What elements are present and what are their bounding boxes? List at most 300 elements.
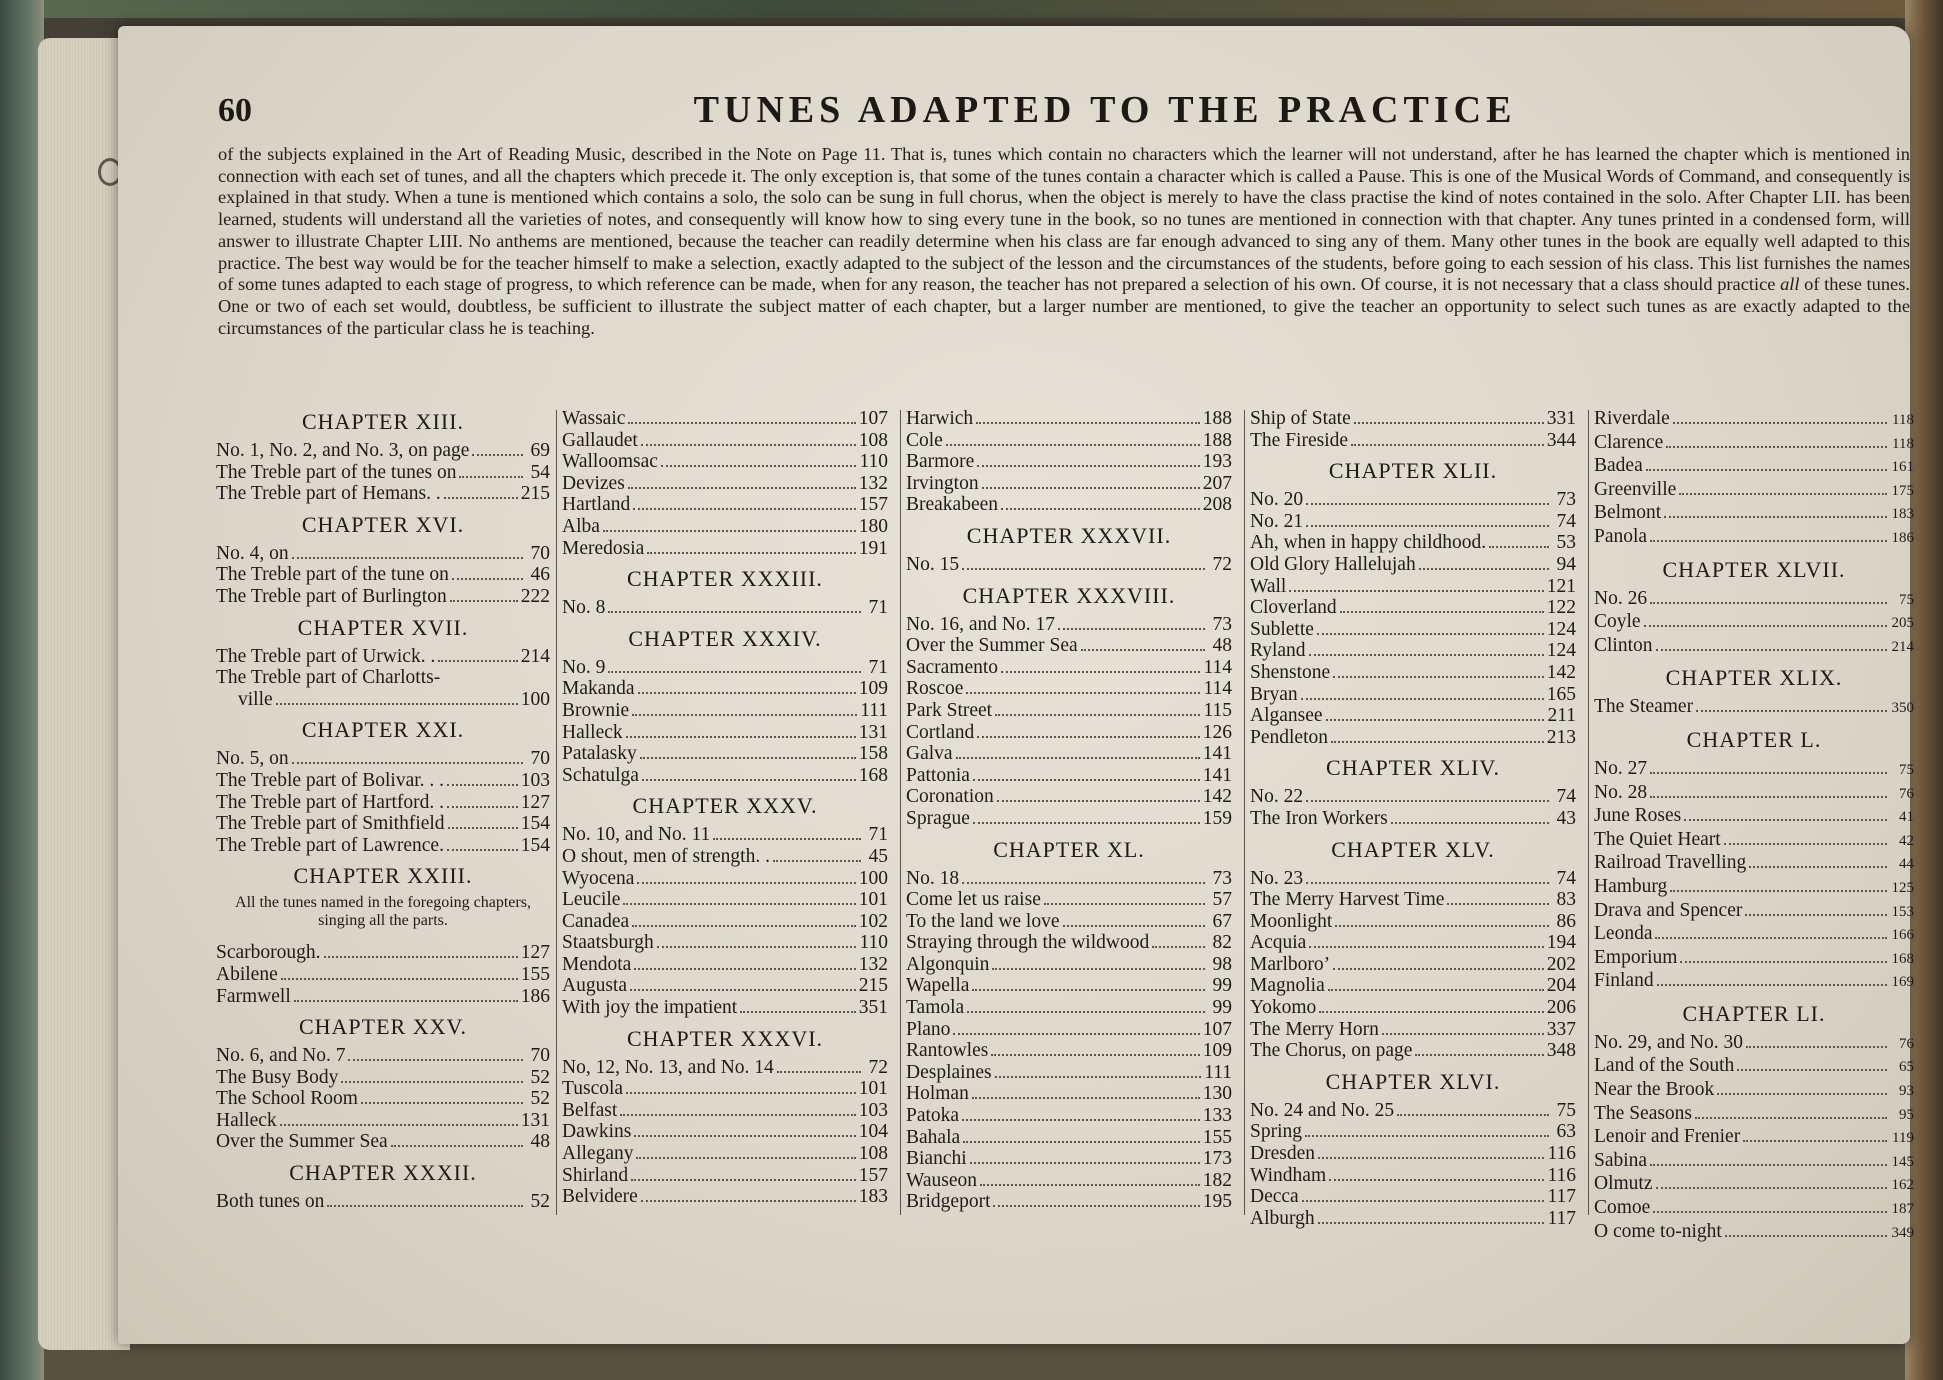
tune-name: Tamola — [906, 997, 965, 1019]
tune-name: The Treble part of Burlington — [216, 585, 447, 607]
tune-name: Spring — [1250, 1121, 1303, 1143]
tune-name: Ship of State — [1250, 408, 1351, 429]
intro-text-after: of these tunes. One or two of each set would, doubtless, be sufficient to illustrate the subject matter of each chapter, but a larger number are mentioned, to give the teacher an opportunity to select such tunes as are exactly adapted to the circumstances of the particular class he is teaching. — [218, 274, 1910, 338]
tune-name: ville — [238, 688, 273, 710]
dot-leader — [1333, 968, 1544, 970]
tune-entry — [906, 1105, 1232, 1127]
tune-entry — [906, 1127, 1232, 1149]
page-ref: 74 — [1556, 510, 1576, 532]
page-ref: 127 — [520, 942, 550, 964]
tune-entry — [562, 1186, 888, 1208]
tune-entry — [1594, 1221, 1914, 1245]
page-ref: 133 — [1202, 1105, 1232, 1127]
dot-leader — [1331, 741, 1544, 743]
page-ref: 350 — [1891, 700, 1914, 717]
dot-leader — [1725, 1235, 1887, 1237]
tune-entry — [216, 1110, 550, 1132]
dot-leader — [995, 1076, 1202, 1078]
page-ref: 186 — [1891, 529, 1914, 546]
tune-entry — [562, 473, 888, 495]
dot-leader — [1489, 546, 1549, 548]
dot-leader — [281, 978, 518, 980]
dot-leader — [1415, 1054, 1543, 1056]
tune-name: Over the Summer Sea — [216, 1131, 388, 1153]
tune-name: To the land we love — [906, 910, 1060, 932]
dot-leader — [1306, 800, 1549, 802]
tune-name: Hartland — [562, 494, 631, 516]
tune-entry — [906, 494, 1232, 516]
dot-leader — [1696, 710, 1887, 712]
page-ref: 73 — [1212, 867, 1232, 889]
tune-column-5 — [1594, 408, 1914, 1244]
dot-leader — [361, 1102, 523, 1104]
tune-name: Halleck — [216, 1109, 277, 1131]
page-ref: 154 — [520, 813, 550, 835]
tune-entry — [906, 408, 1232, 430]
tune-entry — [1594, 526, 1914, 550]
tune-name: Alba — [562, 515, 600, 537]
dot-leader — [1326, 719, 1545, 721]
column-rule — [556, 410, 557, 1215]
tune-column-1 — [216, 408, 550, 1213]
dot-leader — [946, 444, 1200, 446]
tune-name: Gallaudet — [562, 429, 638, 451]
page-ref: 351 — [858, 997, 888, 1019]
tune-name: Drava and Spencer — [1594, 899, 1743, 921]
tune-entry — [906, 1170, 1232, 1192]
page-ref: 130 — [1202, 1083, 1232, 1105]
dot-leader — [1743, 1140, 1887, 1142]
tune-name: The Seasons — [1594, 1102, 1693, 1124]
tune-entry — [1250, 1186, 1576, 1208]
tune-name: Walloomsac — [562, 451, 658, 473]
dot-leader — [472, 454, 523, 456]
page-ref: 127 — [520, 791, 550, 813]
tune-entry — [906, 554, 1232, 576]
tune-entry — [1250, 597, 1576, 619]
tune-entry — [1594, 588, 1914, 612]
page-ref: 131 — [520, 1109, 550, 1131]
page-ref: 72 — [1212, 553, 1232, 575]
dot-leader — [1664, 516, 1887, 518]
tune-name: The Merry Harvest Time — [1250, 889, 1445, 911]
dot-leader — [1309, 946, 1543, 948]
tune-entry — [216, 1191, 550, 1213]
tune-entry — [562, 538, 888, 560]
page-ref: 100 — [520, 688, 550, 710]
tune-entry — [1594, 1032, 1914, 1056]
page-ref: 114 — [1203, 656, 1232, 678]
page-ref: 158 — [858, 743, 888, 765]
tune-entry — [906, 700, 1232, 722]
dot-leader — [980, 1184, 1200, 1186]
dot-leader — [1001, 671, 1200, 673]
dot-leader — [1650, 540, 1887, 542]
tune-name: The Iron Workers — [1250, 807, 1388, 829]
tune-name: Augusta — [562, 975, 627, 997]
page-ref: 53 — [1556, 532, 1576, 554]
page-ref: 45 — [868, 845, 888, 867]
tune-name: Sacramento — [906, 656, 999, 678]
page-ref: 204 — [1546, 975, 1576, 997]
tune-name: Dawkins — [562, 1121, 632, 1143]
tune-entry — [1594, 635, 1914, 659]
tune-entry — [906, 889, 1232, 911]
dot-leader — [447, 849, 518, 851]
dot-leader — [630, 989, 856, 991]
tune-entry — [1594, 782, 1914, 806]
chapter-heading: CHAPTER XLIV. — [1326, 755, 1500, 781]
dot-leader — [1653, 1211, 1887, 1213]
tune-name: Hamburg — [1594, 875, 1668, 897]
tune-entry — [1250, 1100, 1576, 1122]
chapter-heading: CHAPTER XXXIV. — [628, 625, 822, 651]
tune-name: Canadea — [562, 910, 630, 932]
chapter-heading: CHAPTER XVI. — [301, 511, 465, 537]
page-ref: 119 — [1892, 1130, 1914, 1147]
tune-name: Schatulga — [562, 764, 639, 786]
page-ref: 180 — [858, 515, 888, 537]
tune-entry — [1594, 900, 1914, 924]
chapter-heading: CHAPTER XL. — [993, 836, 1145, 862]
tune-name: Belmont — [1594, 502, 1662, 524]
tune-name: Come let us raise — [906, 889, 1041, 911]
page-ref: 132 — [858, 472, 888, 494]
tune-name: The Treble part of Lawrence. — [216, 834, 444, 856]
page-ref: 213 — [1546, 726, 1576, 748]
tune-name: Coyle — [1594, 611, 1641, 633]
chapter-heading: CHAPTER XXI. — [301, 717, 465, 743]
tune-name: The School Room — [216, 1088, 358, 1110]
dot-leader — [276, 703, 518, 705]
page-ref: 71 — [868, 656, 888, 678]
dot-leader — [348, 1059, 523, 1061]
page-ref: 125 — [1891, 879, 1914, 896]
dot-leader — [1670, 890, 1887, 892]
dot-leader — [995, 714, 1200, 716]
dot-leader — [1447, 903, 1549, 905]
page-ref: 52 — [530, 1066, 550, 1088]
tune-name: Moonlight — [1250, 910, 1333, 932]
page-ref: 107 — [858, 408, 888, 429]
tune-entry — [1250, 705, 1576, 727]
tune-name: The Quiet Heart — [1594, 828, 1721, 850]
page-ref: 101 — [858, 889, 888, 911]
tune-name: Desplaines — [906, 1061, 992, 1083]
page-ref: 82 — [1212, 932, 1232, 954]
tune-entry — [1250, 640, 1576, 662]
dot-leader — [1724, 843, 1887, 845]
page-ref: 44 — [1899, 856, 1914, 873]
tune-name: With joy the impatient — [562, 997, 738, 1019]
page-ref: 331 — [1546, 408, 1576, 429]
tune-name: Roscoe — [906, 678, 964, 700]
dot-leader — [633, 508, 856, 510]
tune-name: The Treble part of Bolivar. . . — [216, 769, 445, 791]
tune-name: No. 18 — [906, 867, 960, 889]
tune-name: Comoe — [1594, 1197, 1651, 1219]
tune-entry — [216, 748, 550, 770]
chapter-heading: CHAPTER XXXII. — [289, 1160, 477, 1186]
page-ref: 107 — [1202, 1018, 1232, 1040]
tune-name: Riverdale — [1594, 408, 1670, 429]
tune-entry — [1250, 408, 1576, 430]
page-ref: 122 — [1546, 597, 1576, 619]
tune-entry — [906, 1083, 1232, 1105]
page-ref: 75 — [1899, 761, 1914, 778]
dot-leader — [1657, 984, 1887, 986]
page-ref: 124 — [1546, 618, 1576, 640]
page-ref: 169 — [1891, 974, 1914, 991]
tune-name: No. 10, and No. 11 — [562, 824, 711, 846]
dot-leader — [963, 1141, 1200, 1143]
tune-name: Ah, when in happy childhood. — [1250, 532, 1487, 554]
dot-leader — [972, 989, 1205, 991]
tune-name: Galva — [906, 743, 953, 765]
tune-name: June Roses — [1594, 805, 1682, 827]
tune-entry — [906, 911, 1232, 933]
page-ref: 344 — [1546, 429, 1576, 451]
tune-name: Makanda — [562, 678, 635, 700]
page-ref: 155 — [520, 963, 550, 985]
tune-entry — [1250, 786, 1576, 808]
dot-leader — [448, 827, 518, 829]
page-ref: 124 — [1546, 640, 1576, 662]
page-ref: 215 — [858, 975, 888, 997]
tune-entry — [1250, 619, 1576, 641]
tune-entry — [216, 1088, 550, 1110]
tune-name: Finland — [1594, 970, 1654, 992]
tune-name: Belfast — [562, 1099, 618, 1121]
tune-entry — [562, 954, 888, 976]
page-ref: 109 — [1202, 1040, 1232, 1062]
tune-entry — [1594, 1055, 1914, 1079]
tune-entry — [216, 770, 550, 792]
tune-entry — [1250, 975, 1576, 997]
page-ref: 103 — [858, 1099, 888, 1121]
page-ref: 75 — [1899, 591, 1914, 608]
page-ref: 76 — [1899, 1035, 1914, 1052]
dot-leader — [280, 1124, 518, 1126]
page-ref: 63 — [1556, 1121, 1576, 1143]
tune-entry — [1250, 511, 1576, 533]
dot-leader — [1656, 649, 1887, 651]
tune-name: Marlboro’ — [1250, 953, 1331, 975]
page-ref: 141 — [1202, 743, 1232, 765]
dot-leader — [1306, 525, 1549, 527]
dot-leader — [641, 444, 856, 446]
tune-name: The Treble part of Hemans. . — [216, 483, 441, 505]
dot-leader — [292, 557, 523, 559]
tune-entry — [906, 954, 1232, 976]
tune-column-2 — [562, 408, 888, 1208]
tune-column-3 — [906, 408, 1232, 1213]
page-ref: 132 — [858, 953, 888, 975]
tune-name: The Fireside — [1250, 429, 1349, 451]
page-ref: 168 — [858, 764, 888, 786]
tune-name: Wapella — [906, 975, 970, 997]
tune-entry — [1594, 455, 1914, 479]
dot-leader — [623, 903, 855, 905]
page-ref: 54 — [530, 461, 550, 483]
tune-entry — [562, 657, 888, 679]
tune-name: Over the Summer Sea — [906, 635, 1078, 657]
dot-leader — [1044, 903, 1205, 905]
page-ref: 214 — [520, 645, 550, 667]
tune-entry — [1250, 932, 1576, 954]
tune-name: The Treble part of the tunes on — [216, 461, 457, 483]
page-ref: 154 — [520, 834, 550, 856]
tune-entry — [562, 494, 888, 516]
dot-leader — [773, 860, 861, 862]
tune-name: The Steamer — [1594, 696, 1694, 718]
tune-name: Shenstone — [1250, 661, 1331, 683]
dot-leader — [447, 784, 518, 786]
tune-entry — [216, 667, 550, 689]
dot-leader — [966, 692, 1200, 694]
tune-name: No. 5, on — [216, 748, 289, 770]
tune-name: Barmore — [906, 451, 975, 473]
tune-name: Dresden — [1250, 1143, 1315, 1165]
tune-entry — [1250, 1019, 1576, 1041]
page-ref: 121 — [1546, 575, 1576, 597]
page-ref: 182 — [1202, 1169, 1232, 1191]
tune-entry — [906, 1148, 1232, 1170]
dot-leader — [962, 882, 1205, 884]
page-ref: 207 — [1202, 472, 1232, 494]
dot-leader — [1328, 989, 1544, 991]
tune-name: Straying through the wildwood — [906, 932, 1150, 954]
tune-entry — [562, 975, 888, 997]
tune-entry — [1250, 889, 1576, 911]
page-ref: 102 — [858, 910, 888, 932]
tune-entry — [562, 1165, 888, 1187]
tune-entry — [906, 430, 1232, 452]
chapter-heading: CHAPTER XXXVIII. — [962, 582, 1176, 608]
tune-entry — [906, 1191, 1232, 1213]
tune-name: No. 23 — [1250, 867, 1304, 889]
dot-leader — [657, 946, 857, 948]
dot-leader — [977, 736, 1200, 738]
page-ref: 206 — [1546, 997, 1576, 1019]
page-ref: 108 — [858, 429, 888, 451]
dot-leader — [1306, 882, 1549, 884]
tune-entry — [216, 543, 550, 565]
dot-leader — [1656, 1187, 1888, 1189]
page-ref: 202 — [1546, 953, 1576, 975]
chapter-note: All the tunes named in the foregoing chapters, singing all the parts. — [235, 894, 531, 930]
tune-name: The Treble part of the tune on — [216, 564, 449, 586]
tune-entry — [1250, 997, 1576, 1019]
tune-name: Belvidere — [562, 1186, 638, 1208]
dot-leader — [640, 757, 856, 759]
tune-name: Allegany — [562, 1143, 634, 1165]
tune-entry — [1250, 954, 1576, 976]
dot-leader — [450, 600, 518, 602]
page-ref: 118 — [1892, 435, 1914, 452]
page-ref: 114 — [1203, 678, 1232, 700]
dot-leader — [777, 1071, 861, 1073]
tune-entry — [562, 516, 888, 538]
tune-entry — [216, 942, 550, 964]
page-ref: 159 — [1202, 807, 1232, 829]
tune-entry — [1594, 611, 1914, 635]
tune-name: No. 8 — [562, 597, 606, 619]
tune-name: Pattonia — [906, 764, 970, 786]
dot-leader — [438, 660, 517, 662]
chapter-heading: CHAPTER L. — [1686, 726, 1822, 752]
tune-name: Magnolia — [1250, 975, 1325, 997]
tune-name: Bridgeport — [906, 1191, 991, 1213]
tune-name: Land of the South — [1594, 1055, 1735, 1077]
tune-name: No. 22 — [1250, 786, 1304, 808]
dot-leader — [1650, 602, 1887, 604]
dot-leader — [391, 1145, 523, 1147]
page-ref: 99 — [1212, 997, 1232, 1019]
page-ref: 118 — [1892, 412, 1914, 428]
page-ref: 52 — [530, 1088, 550, 1110]
tune-entry — [906, 635, 1232, 657]
dot-leader — [1673, 422, 1887, 424]
tune-entry — [1594, 947, 1914, 971]
dot-leader — [713, 838, 861, 840]
tune-entry — [216, 792, 550, 814]
tune-column-4 — [1250, 408, 1576, 1229]
page-ref: 187 — [1891, 1201, 1914, 1218]
tune-entry — [1250, 868, 1576, 890]
dot-leader — [1419, 568, 1549, 570]
page-ref: 65 — [1899, 1059, 1914, 1076]
tune-name: Leucile — [562, 889, 621, 911]
page-ref: 104 — [858, 1121, 888, 1143]
dot-leader — [1382, 1033, 1544, 1035]
tune-entry — [1594, 1126, 1914, 1150]
tune-entry — [216, 440, 550, 462]
tune-name: No. 15 — [906, 553, 960, 575]
page-ref: 186 — [520, 985, 550, 1007]
dot-leader — [634, 968, 855, 970]
chapter-heading: CHAPTER XXV. — [298, 1014, 468, 1040]
dot-leader — [636, 1157, 855, 1159]
page-ref: 108 — [858, 1143, 888, 1165]
tune-entry — [562, 700, 888, 722]
page-ref: 110 — [859, 932, 888, 954]
dot-leader — [1317, 633, 1544, 635]
page-ref: 101 — [858, 1078, 888, 1100]
tune-entry — [1594, 923, 1914, 947]
tune-name: Shirland — [562, 1164, 629, 1186]
dot-leader — [608, 611, 861, 613]
column-rule — [900, 410, 901, 1215]
page-ref: 188 — [1202, 429, 1232, 451]
tune-entry — [1594, 479, 1914, 503]
tune-name: Lenoir and Frenier — [1594, 1126, 1741, 1148]
page-ref: 93 — [1899, 1083, 1914, 1100]
tune-name: Panola — [1594, 525, 1648, 547]
tune-name: Clarence — [1594, 431, 1664, 453]
page-ref: 183 — [1891, 506, 1914, 523]
tune-entry — [1250, 576, 1576, 598]
page-ref: 157 — [858, 1164, 888, 1186]
page-ref: 69 — [530, 440, 550, 461]
tune-name: No. 6, and No. 7 — [216, 1045, 346, 1067]
dot-leader — [452, 578, 523, 580]
tune-entry — [562, 597, 888, 619]
tune-name: No. 9 — [562, 656, 606, 678]
dot-leader — [324, 956, 518, 958]
tune-name: Wassaic — [562, 408, 626, 429]
tune-entry — [562, 1143, 888, 1165]
